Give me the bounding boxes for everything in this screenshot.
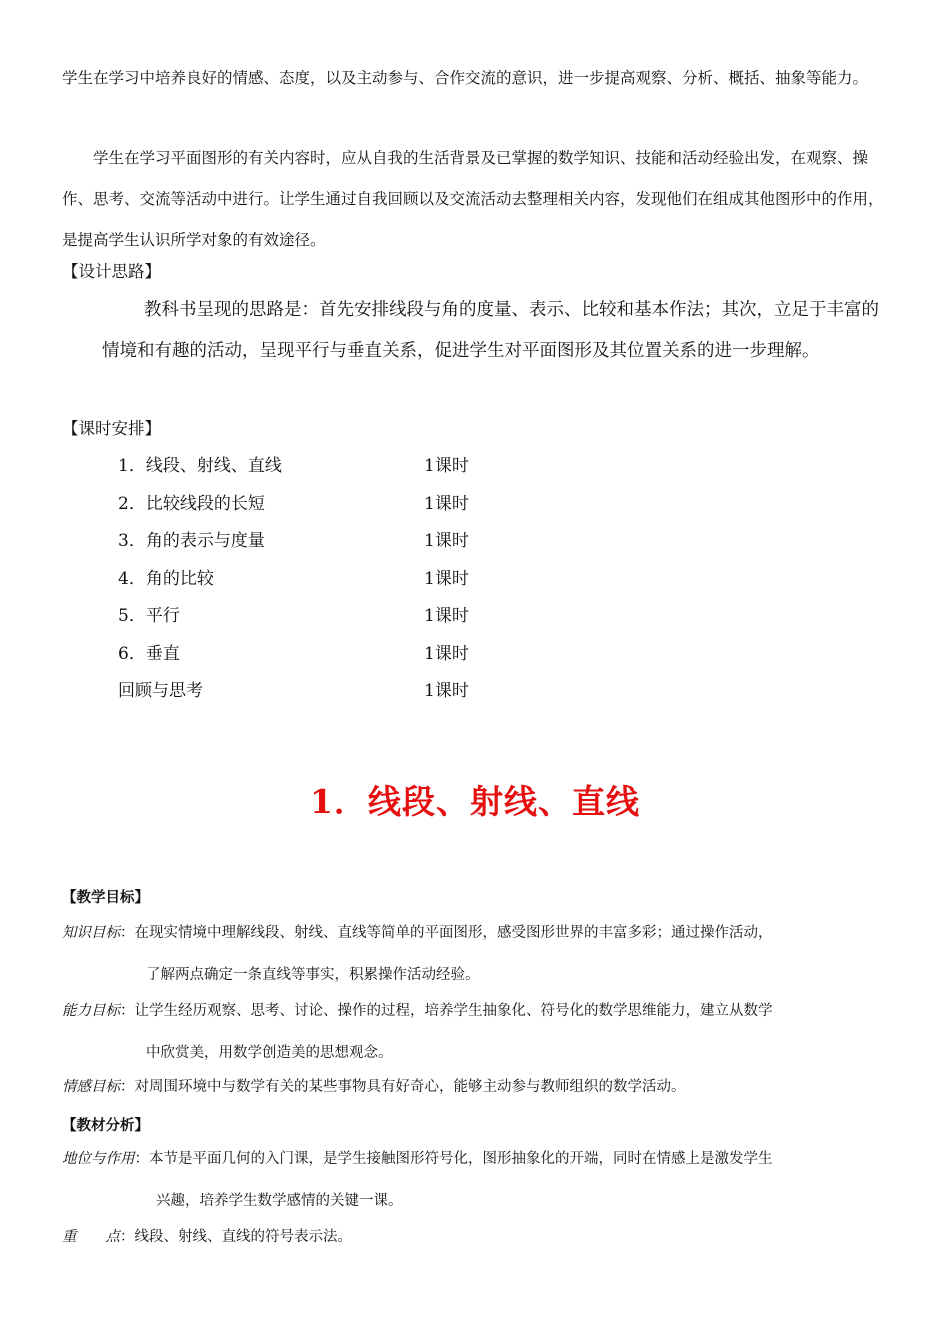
schedule-topic: 6．垂直 (118, 643, 180, 664)
emotion-goal-label: 情感目标 (62, 1079, 120, 1095)
schedule-hours: 1课时 (424, 493, 469, 514)
lesson-title: 1．线段、射线、直线 (310, 782, 640, 821)
key-point (62, 1216, 894, 1258)
knowledge-goal-label: 知识目标 (62, 925, 120, 941)
position-role-text: ：本节是平面几何的入门课，是学生接触图形符号化，图形抽象化的开端，同时在情感上是激发学生 (134, 1151, 773, 1167)
key-point-text: ：线段、射线、直线的符号表示法。 (120, 1229, 352, 1245)
schedule-row (118, 523, 538, 561)
schedule-topic: 5．平行 (118, 606, 180, 626)
objectives-heading: 【教学目标】 (62, 889, 149, 906)
position-role (62, 1138, 894, 1222)
schedule-row (118, 598, 538, 636)
schedule-hours: 1课时 (424, 606, 469, 626)
schedule-row (118, 636, 538, 674)
emotion-goal-text: ：对周围环境中与数学有关的某些事物具有好奇心，能够主动参与教师组织的数学活动。 (120, 1079, 686, 1095)
ability-goal-label: 能力目标 (62, 1003, 120, 1019)
schedule-topic: 3．角的表示与度量 (118, 531, 265, 551)
schedule-hours: 1课时 (424, 643, 469, 664)
schedule-topic: 回顾与思考 (118, 681, 203, 701)
ability-goal (62, 990, 894, 1074)
schedule-topic: 1．线段、射线、直线 (118, 456, 282, 476)
knowledge-goal (62, 912, 894, 996)
intro-paragraph-2: 学生在学习平面图形的有关内容时，应从自我的生活背景及已掌握的数学知识、技能和活动经验出发，在观察、操作、思考、交流等活动中进行。让学生通过自我回顾以及交流活动去整理相关内容，发现他们在组成其他图形中的作用，是提高学生认识所学对象的有效途径。 (62, 149, 884, 249)
schedule-hours: 1课时 (424, 568, 469, 589)
key-point-label: 重 点 (62, 1229, 120, 1245)
schedule-hours: 1课时 (424, 681, 469, 701)
schedule-topic: 4．角的比较 (118, 568, 214, 589)
ability-goal-text: ：让学生经历观察、思考、讨论、操作的过程，培养学生抽象化、符号化的数学思维能力，建立从数学 (120, 1003, 773, 1019)
schedule-row (118, 486, 538, 524)
knowledge-goal-text: ：在现实情境中理解线段、射线、直线等简单的平面图形，感受图形世界的丰富多彩；通过操作活动， (120, 925, 773, 941)
schedule-heading: 【课时安排】 (62, 419, 161, 438)
schedule-hours: 1课时 (424, 456, 469, 476)
position-role-text-cont: 兴趣，培养学生数学感情的关键一课。 (156, 1193, 403, 1209)
schedule-row (118, 673, 538, 711)
schedule-hours: 1课时 (424, 531, 469, 551)
schedule-row (118, 448, 538, 486)
analysis-heading: 【教材分析】 (62, 1117, 149, 1134)
position-role-label: 地位与作用 (62, 1151, 135, 1167)
ability-goal-text-cont: 中欣赏美，用数学创造美的思想观念。 (146, 1045, 393, 1061)
knowledge-goal-text-cont: 了解两点确定一条直线等事实，积累操作活动经验。 (146, 967, 480, 983)
schedule-table (118, 448, 538, 711)
intro-paragraph-1: 学生在学习中培养良好的情感、态度，以及主动参与、合作交流的意识，进一步提高观察、分析、概括、抽象等能力。 (62, 69, 869, 87)
schedule-topic: 2．比较线段的长短 (118, 493, 265, 514)
design-heading: 【设计思路】 (62, 262, 161, 281)
design-paragraph: 教科书呈现的思路是：首先安排线段与角的度量、表示、比较和基本作法；其次，立足于丰富的情境和有趣的活动，呈现平行与垂直关系，促进学生对平面图形及其位置关系的进一步理解。 (102, 300, 879, 361)
emotion-goal (62, 1066, 894, 1108)
schedule-row (118, 561, 538, 599)
